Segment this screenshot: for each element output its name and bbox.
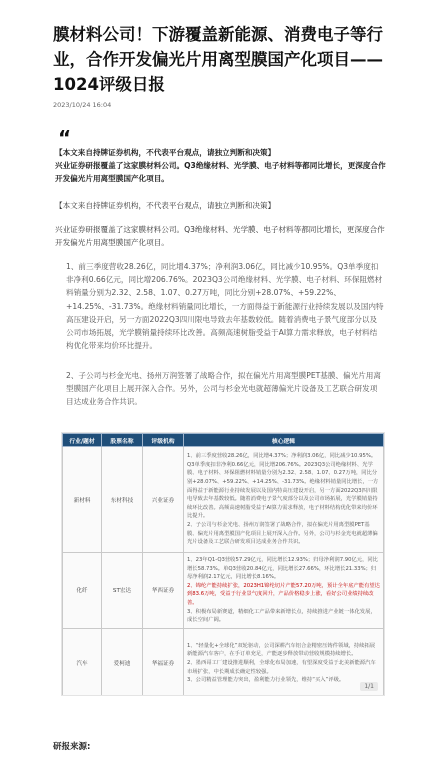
- report-source-label: 研报来源:: [53, 742, 91, 752]
- cell-industry: 汽车: [63, 628, 102, 696]
- publish-date: 2023/10/24 16:04: [53, 101, 112, 109]
- logic-line: 1、23年Q1-Q3营收57.29亿元，同比增长12.93%；归母净利润7.90亿元，同比增长58.73%。单Q3营收20.84亿元，同比增长27.66%，环比增长21.33%；归母净利润2.17亿元，同比增长8.16%。: [187, 557, 378, 581]
- quote-mark-icon: “: [58, 126, 72, 150]
- article-title: 膜材料公司！下游覆盖新能源、消费电子等行业，合作开发偏光片用离型膜国产化项目——1024评级日报: [53, 25, 383, 94]
- summary-text: 兴业证券研报覆盖了这家膜材料公司。Q3绝缘材料、光学膜、电子材料等都同比增长，更深度合作开发偏光片用离型膜国产化项目。: [55, 225, 385, 247]
- header-agency: 评级机构: [143, 434, 184, 447]
- header-industry: 行业/题材: [63, 434, 102, 447]
- image-watermark: 1/1: [360, 682, 378, 691]
- logic-line: 2、墨西哥工厂建设推进顺利，全球化布局加速，有望深度受益于北美新能源汽车市场扩张，中长期成长确定性较强。: [187, 659, 376, 675]
- logic-line: 2、子公司与杉金光电、扬州万润签署了战略合作，拟在偏光片用离型膜PET基膜、偏光片用离型膜国产化项目上展开深入合作。另外，公司与杉金光电就超薄偏光片设备及工艺联合研发项目达成业务合作共识。: [187, 521, 378, 546]
- disclaimer-bold: 【本文来自持牌证券机构，不代表平台观点，请独立判断和决策】: [55, 148, 276, 157]
- disclaimer-text: 【本文来自持牌证券机构，不代表平台观点，请独立判断和决策】: [55, 201, 276, 210]
- cell-logic: [184, 447, 384, 553]
- cell-logic: [184, 628, 384, 696]
- cell-stock: 爱柯迪: [102, 628, 143, 696]
- logic-line: 3、公司精益管理能力突出，盈利能力行业领先，维持“买入”评级。: [187, 677, 345, 684]
- header-logic: 核心逻辑: [184, 434, 384, 447]
- rating-table: [62, 433, 384, 696]
- header-stock: 股票名称: [102, 434, 143, 447]
- cell-industry: 化纤: [63, 553, 102, 629]
- point-1: 1、前三季度营收28.26亿，同比增4.37%；净利润3.06亿，同比减少10.95%。Q3单季度扣非净利0.66亿元，同比增206.76%。2023Q3公司绝缘材料、光学膜、电子材料、环保阻燃材料销量分别为2.32、2.58、1.07、0.27万吨，同比分别+28.07%、+59.22%、+14.25%、-31.73%。绝缘材料销量同比增长，一方面得益于新能源行业持续发展以及国内特高压建设开启，另一方面2022Q3四川限电导致去年基数较低。随着消费电子景气度部分以及公司市场拓展，光学膜销量持续环比改善。高频高速树脂受益于AI算力需求释放，电子材料结构优化带来均价环比提升。: [66, 262, 384, 351]
- cell-agency: 华福证券: [143, 628, 184, 696]
- logic-line: 2、锦纶产能持续扩张，2023H1锦纶切片产能57.20万吨，预计全年底产能有望达到83.6万吨，受益于行业景气度回升，产品价格稳步上涨，看好公司业绩持续改善。: [187, 582, 380, 606]
- logic-line: 1、前三季度营收28.26亿，同比增4.37%；净利润3.06亿，同比减少10.95%。Q3单季度扣非净利0.66亿元，同比增206.76%。2023Q3公司绝缘材料、光学膜、电子材料、环保阻燃材料销量分别为2.32、2.58、1.07、0.27万吨，同比分别+28.07%、+59.22%、+14.25%、-31.73%。绝缘材料销量同比增长，一方面得益于新能源行业持续发展以及国内特高压建设开启，另一方面2022Q3四川限电导致去年基数较低。随着消费电子景气度部分以及公司市场拓展，光学膜销量持续环比改善。高频高速树脂受益于AI算力需求释放，电子材料结构优化带来均价环比提升。: [187, 453, 379, 520]
- rating-table-image: [61, 432, 385, 696]
- cell-stock: ST宏达: [102, 553, 143, 629]
- table-header-row: [63, 434, 384, 447]
- bold-summary-block: [55, 146, 387, 185]
- logic-line: 3、积极布局新赛道，精细化工产品带来新增长点，持续推进产业链一体化发展，成长空间广阔。: [187, 608, 376, 624]
- cell-stock: 东材科技: [102, 447, 143, 553]
- point-2: 2、子公司与杉金光电、扬州万润签署了战略合作，拟在偏光片用离型膜PET基膜、偏光片用离型膜国产化项目上展开深入合作。另外，公司与杉金光电就超薄偏光片设备及工艺联合研发项目达成业务合作共识。: [66, 371, 381, 407]
- logic-line: 1、“轻量化+全球化”双轮驱动，公司深耕汽车铝合金精密压铸件领域，持续拓展新能源汽车客户，在手订单充足，产能逐步释放带动营收规模持续增长。: [187, 642, 376, 658]
- cell-logic: [184, 553, 384, 629]
- cell-agency: 华西证券: [143, 553, 184, 629]
- table-row: [63, 628, 384, 696]
- table-row: [63, 553, 384, 629]
- cell-industry: 新材料: [63, 447, 102, 553]
- table-row: [63, 447, 384, 553]
- summary-bold: 兴业证券研报覆盖了这家膜材料公司。Q3绝缘材料、光学膜、电子材料等都同比增长，更深度合作开发偏光片用离型膜国产化项目。: [55, 161, 386, 183]
- cell-agency: 兴业证券: [143, 447, 184, 553]
